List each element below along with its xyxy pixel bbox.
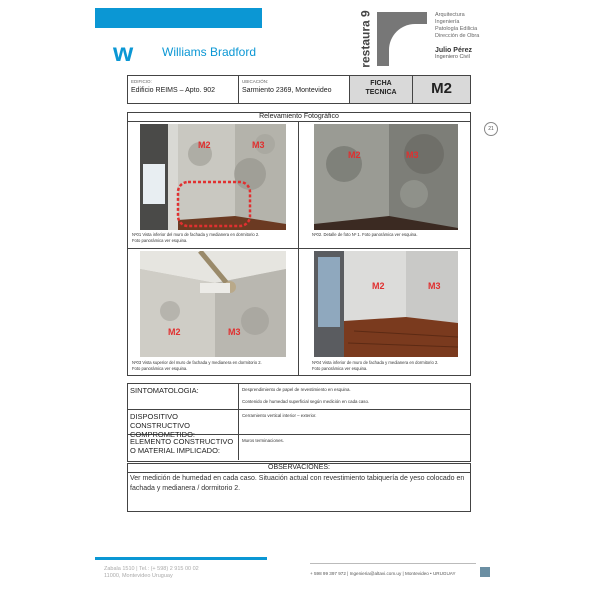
construction-element-row (128, 435, 470, 460)
building-value: Edificio REIMS – Apto. 902 (131, 87, 216, 94)
company-name: Williams Bradford (162, 45, 257, 59)
symptoms-row (128, 384, 470, 410)
photo-1-marker-m2: M2 (198, 140, 211, 150)
info-header-table (127, 75, 471, 104)
company-mark: w (113, 37, 131, 67)
photo-3-marker-m3: M3 (228, 327, 241, 337)
construction-device-label: DISPOSITIVO CONSTRUCTIVO COMPROMETIDO: (130, 412, 195, 439)
photo-2-marker-m3: M3 (406, 150, 419, 160)
restaura-logo (355, 12, 427, 66)
photo-4-marker-m3: M3 (428, 281, 441, 291)
photo-3-caption: Nº03 Vista superior del muro de fachada y medianera en dormitorio 2. Foto panorámica ver esquina. (132, 360, 262, 371)
construction-element-value: Muros terminaciones. (242, 438, 284, 443)
footer-contact: + 598 99 397 972 | Ingenieria@altavi.com.uy | Montevideo • URUGUAY (310, 571, 456, 576)
footer-address-line2: 11000, Montevideo Uruguay (104, 573, 173, 579)
footer-address (104, 566, 199, 580)
firm-service: Ingeniería (435, 19, 460, 25)
footer-divider (310, 563, 476, 564)
firm-service: Arquitectura (435, 12, 465, 18)
photo-survey-title: Relevamiento Fotográfico (128, 113, 470, 122)
photo-2-caption: Nº02. Detalle de foto Nº 1. Foto panorámica ver esquina. (312, 232, 418, 237)
observations-text: Ver medición de humedad en cada caso. Situación actual con revestimiento tabiquería de yeso colocado en fachada y medianera / dormitorio 2. (130, 475, 465, 492)
photo-3 (140, 251, 286, 357)
sheet-type-cell (350, 76, 413, 103)
photo-4-caption: Nº04 Vista inferior de muro de fachada y medianera en dormitorio 2. Foto panorámica ver esquina. (312, 360, 439, 371)
observations-title: OBSERVACIONES: (128, 464, 470, 473)
photo-2-marker-m2: M2 (348, 150, 361, 160)
construction-device-value: Cerramiento vertical interior – exterior. (242, 413, 317, 418)
building-label: EDIFICIO: (131, 79, 152, 84)
restaura-logo-text: restaura 9 (358, 10, 373, 68)
construction-device-row (128, 410, 470, 439)
sheet-type-line2: TECNICA (365, 89, 397, 96)
photo-2-image (314, 124, 458, 230)
top-brand-bar (95, 8, 262, 28)
location-cell (239, 76, 350, 103)
engineer-title: Ingeniero Civil (435, 54, 470, 60)
footer-address-line1: Zabala 1510 | Tel.: (+ 598) 2 915 00 02 (104, 566, 199, 572)
footer-brand-bar (95, 557, 267, 560)
company-logo (113, 37, 263, 67)
observations-section (127, 463, 471, 512)
photo-1-caption: Nº01 Vista inferior del muro de fachada y medianera en dormitorio 2. Foto panorámica ver esquina. (132, 232, 260, 243)
sheet-code: M2 (431, 80, 452, 97)
page-number: 21 (484, 122, 498, 136)
building-cell (128, 76, 239, 103)
firm-service: Patología Edilicia (435, 26, 478, 32)
photo-3-image (140, 251, 286, 357)
symptoms-table (127, 383, 471, 462)
photo-grid (128, 122, 470, 375)
photo-4-marker-m2: M2 (372, 281, 385, 291)
symptoms-value: Desprendimiento de papel de revestimiento en esquina. (242, 387, 351, 392)
photo-2 (314, 124, 458, 230)
engineer-block (435, 47, 555, 60)
photo-3-marker-m2: M2 (168, 327, 181, 337)
photo-1 (140, 124, 286, 230)
location-value: Sarmiento 2369, Montevideo (242, 87, 332, 94)
symptoms-value: Contenido de humedad superficial según medición en cada caso. (242, 399, 370, 404)
construction-element-label: ELEMENTO CONSTRUCTIVO O MATERIAL IMPLICADO: (130, 437, 234, 455)
firm-services (435, 12, 555, 40)
sheet-code-cell (413, 76, 470, 103)
photo-4 (314, 251, 458, 357)
photo-1-marker-m3: M3 (252, 140, 265, 150)
engineer-name: Julio Pérez (435, 47, 472, 54)
location-label: UBICACIÓN: (242, 79, 269, 84)
photo-survey-section (127, 112, 471, 376)
footer-square-mark (480, 567, 490, 577)
photo-4-image (314, 251, 458, 357)
firm-service: Dirección de Obra (435, 33, 480, 39)
symptoms-label: SINTOMATOLOGIA: (130, 386, 199, 395)
sheet-type-line1: FICHA (370, 80, 392, 87)
